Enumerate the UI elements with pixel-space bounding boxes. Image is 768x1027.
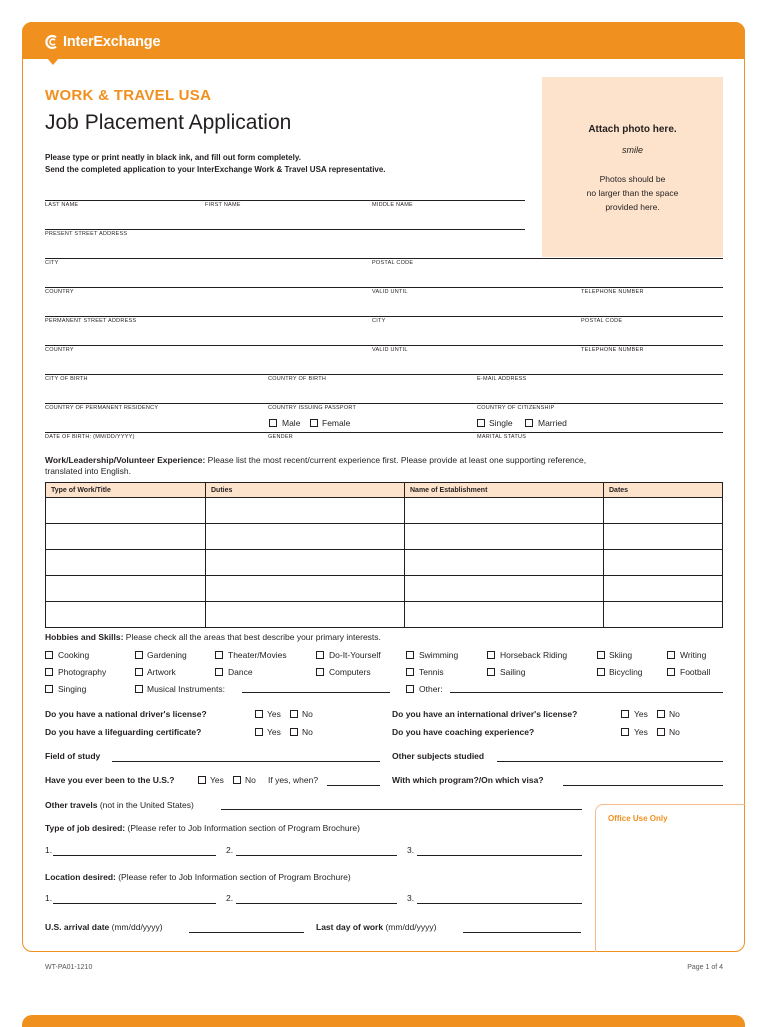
hobby-computers-label: Computers [329,667,371,677]
hobby-skiing-label: Skiing [609,650,633,660]
first-name-label: FIRST NAME [205,202,241,208]
table-cell[interactable] [46,550,206,576]
table-row [46,576,723,602]
arrival-date-input-line[interactable] [189,932,304,933]
lifeguard-question: Do you have a lifeguarding certificate? [45,727,202,737]
gender-male-label: Male [282,418,301,428]
last-day-note: (mm/dd/yyyy) [385,922,437,932]
marital-single-checkbox[interactable] [477,419,485,427]
interexchange-logo-icon [44,34,60,50]
present-street-label: PRESENT STREET ADDRESS [45,231,128,237]
hobby-other-label: Other: [419,684,443,694]
col-establishment: Name of Establishment [405,483,604,498]
been-to-us-no-checkbox[interactable] [233,776,241,784]
table-cell[interactable] [604,550,723,576]
dob-label: DATE OF BIRTH: (MM/DD/YYYY) [45,434,135,440]
photo-note [567,172,698,214]
location-note: (Please refer to Job Information section of Program Brochure) [118,872,351,882]
office-use-box [595,804,745,952]
hobby-theater-label: Theater/Movies [228,650,287,660]
hobby-cooking-checkbox[interactable] [45,651,53,659]
table-cell[interactable] [206,576,405,602]
if-yes-when-label: If yes, when? [268,775,319,785]
job-type-number-2: 2. [226,845,234,855]
hobbies-text: Please check all the areas that best describe your primary interests. [125,632,381,642]
table-cell[interactable] [604,498,723,524]
location-number-1: 1. [45,893,53,903]
marital-single-label: Single [489,418,513,428]
col-dates: Dates [604,483,723,498]
arrival-date-label: U.S. arrival date [45,922,110,932]
gender-label: GENDER [268,434,294,440]
arrival-date-question [45,922,163,932]
hobby-artwork-checkbox[interactable] [135,668,143,676]
field-of-study-label: Field of study [45,751,101,761]
instruction-line-1: Please type or print neatly in black ink, and fill out form completely. [45,153,301,162]
table-cell[interactable] [405,498,604,524]
hobby-computers-checkbox[interactable] [316,668,324,676]
photo-note-line: provided here. [605,202,660,212]
hobby-football-label: Football [680,667,711,677]
national-license-yes-label: Yes [267,709,281,719]
country-label: COUNTRY [45,289,74,295]
table-cell[interactable] [46,524,206,550]
instruments-input-line[interactable] [242,692,390,693]
table-cell[interactable] [206,498,405,524]
postal-code-label-2: POSTAL CODE [581,318,623,324]
coaching-yes-checkbox[interactable] [621,728,629,736]
job-type-label: Type of job desired: [45,823,126,833]
job-type-note: (Please refer to Job Information section of Program Brochure) [127,823,360,833]
location-input-2[interactable] [236,903,397,904]
last-day-label: Last day of work [316,922,384,932]
form-code: WT-PA01-1210 [45,964,93,971]
field-of-study-input-line[interactable] [112,761,380,762]
work-experience-table [45,482,723,628]
program-title: WORK & TRAVEL USA [45,87,212,104]
been-to-us-yes-checkbox[interactable] [198,776,206,784]
valid-until-label-2: VALID UNTIL [372,347,408,353]
photo-title: Attach photo here. [588,124,677,135]
hobby-gardening-checkbox[interactable] [135,651,143,659]
last-day-input-line[interactable] [463,932,581,933]
country-citizenship-label: COUNTRY OF CITIZENSHIP [477,405,555,411]
work-experience-text: Please list the most recent/current experience first. Please provide at least one supporting reference, [207,455,587,465]
intl-license-yes-label: Yes [634,709,648,719]
table-cell[interactable] [405,524,604,550]
work-experience-heading: Work/Leadership/Volunteer Experience: [45,455,206,465]
table-row [46,524,723,550]
hobby-other-checkbox[interactable] [406,685,414,693]
hobby-instruments-checkbox[interactable] [135,685,143,693]
national-license-no-label: No [302,709,313,719]
hobby-dance-checkbox[interactable] [215,668,223,676]
country-line-2[interactable] [45,345,723,346]
gender-female-checkbox[interactable] [310,419,318,427]
present-street-line[interactable] [45,229,525,230]
other-travels-question [45,800,194,810]
hobby-diy-checkbox[interactable] [316,651,324,659]
intl-license-yes-checkbox[interactable] [621,710,629,718]
table-cell[interactable] [405,576,604,602]
instructions [45,152,525,175]
coaching-yes-label: Yes [634,727,648,737]
been-to-us-no-label: No [245,775,256,785]
hobbies-heading: Hobbies and Skills: [45,632,124,642]
city-of-birth-label: CITY OF BIRTH [45,376,88,382]
hobbies-intro [45,632,725,643]
intl-license-no-checkbox[interactable] [657,710,665,718]
other-subjects-label: Other subjects studied [392,751,485,761]
hobby-dance-label: Dance [228,667,253,677]
country-residency-label: COUNTRY OF PERMANENT RESIDENCY [45,405,159,411]
marital-status-label: MARITAL STATUS [477,434,527,440]
form-title: Job Placement Application [45,111,292,134]
hobby-horseback-checkbox[interactable] [487,651,495,659]
birth-line[interactable] [45,374,723,375]
been-to-us-yes-label: Yes [210,775,224,785]
table-cell[interactable] [405,602,604,628]
telephone-label-2: TELEPHONE NUMBER [581,347,644,353]
hobby-diy-label: Do-It-Yourself [329,650,381,660]
col-duties: Duties [206,483,405,498]
photo-box[interactable] [542,77,723,257]
last-name-label: LAST NAME [45,202,79,208]
name-line[interactable] [45,200,525,201]
country-of-birth-label: COUNTRY OF BIRTH [268,376,327,382]
hobby-tennis-checkbox[interactable] [406,668,414,676]
job-type-input-2[interactable] [236,855,397,856]
if-yes-when-input-line[interactable] [327,785,380,786]
valid-until-label: VALID UNTIL [372,289,408,295]
national-license-yes-checkbox[interactable] [255,710,263,718]
hobby-sailing-label: Sailing [500,667,526,677]
hobby-singing-label: Singing [58,684,87,694]
table-cell[interactable] [604,524,723,550]
table-header-row [46,483,723,498]
table-cell[interactable] [604,576,723,602]
job-type-input-3[interactable] [417,855,582,856]
table-cell[interactable] [206,524,405,550]
hobby-photography-label: Photography [58,667,107,677]
hobby-skiing-checkbox[interactable] [597,651,605,659]
next-page-header-bar [22,1015,745,1027]
hobby-cooking-label: Cooking [58,650,90,660]
hobby-theater-checkbox[interactable] [215,651,223,659]
other-travels-note: (not in the United States) [99,800,194,810]
hobby-sailing-checkbox[interactable] [487,668,495,676]
dob-line[interactable] [45,432,723,433]
brand-name: InterExchange [63,34,161,50]
program-visa-input-line[interactable] [563,785,723,786]
gender-female-label: Female [322,418,351,428]
telephone-label: TELEPHONE NUMBER [581,289,644,295]
national-license-question: Do you have a national driver's license? [45,709,207,719]
hobby-swimming-label: Swimming [419,650,459,660]
hobby-swimming-checkbox[interactable] [406,651,414,659]
permanent-street-label: PERMANENT STREET ADDRESS [45,318,137,324]
table-row [46,550,723,576]
coaching-no-checkbox[interactable] [657,728,665,736]
residency-line[interactable] [45,403,723,404]
hobby-writing-checkbox[interactable] [667,651,675,659]
permanent-street-line[interactable] [45,316,723,317]
city-label-2: CITY [372,318,386,324]
table-cell[interactable] [46,576,206,602]
national-license-no-checkbox[interactable] [290,710,298,718]
photo-hint: smile [621,145,643,155]
location-label: Location desired: [45,872,116,882]
hobby-football-checkbox[interactable] [667,668,675,676]
hobby-artwork-label: Artwork [147,667,176,677]
intl-license-question: Do you have an international driver's license? [392,709,578,719]
hobby-bicycling-checkbox[interactable] [597,668,605,676]
job-type-input-1[interactable] [53,855,216,856]
coaching-no-label: No [669,727,680,737]
city-label: CITY [45,260,59,266]
hobby-horseback-label: Horseback Riding [500,650,568,660]
marital-married-checkbox[interactable] [525,419,533,427]
work-experience-intro [45,455,725,477]
col-type-of-work: Type of Work/Title [46,483,206,498]
hobby-writing-label: Writing [680,650,707,660]
marital-married-label: Married [538,418,567,428]
lifeguard-yes-label: Yes [267,727,281,737]
table-cell[interactable] [46,602,206,628]
location-input-1[interactable] [53,903,216,904]
table-row [46,498,723,524]
coaching-question: Do you have coaching experience? [392,727,535,737]
hobby-photography-checkbox[interactable] [45,668,53,676]
job-type-number-3: 3. [407,845,415,855]
hobby-gardening-label: Gardening [147,650,187,660]
table-cell[interactable] [604,602,723,628]
hobby-tennis-label: Tennis [419,667,444,677]
table-cell[interactable] [405,550,604,576]
gender-male-checkbox[interactable] [269,419,277,427]
table-row [46,602,723,628]
table-cell[interactable] [206,602,405,628]
hobby-singing-checkbox[interactable] [45,685,53,693]
photo-note-line: Photos should be [599,174,666,184]
arrival-date-note: (mm/dd/yyyy) [111,922,163,932]
email-label: E-MAIL ADDRESS [477,376,527,382]
country-label-2: COUNTRY [45,347,74,353]
postal-code-label: POSTAL CODE [372,260,414,266]
hobby-bicycling-label: Bicycling [609,667,643,677]
middle-name-label: MIDDLE NAME [372,202,413,208]
brand-logo [44,32,160,52]
country-passport-label: COUNTRY ISSUING PASSPORT [268,405,357,411]
lifeguard-no-label: No [302,727,313,737]
lifeguard-yes-checkbox[interactable] [255,728,263,736]
city-line-1[interactable] [45,258,723,259]
other-travels-input-line[interactable] [221,809,582,810]
table-cell[interactable] [206,550,405,576]
been-to-us-question: Have you ever been to the U.S.? [45,775,175,785]
page-number: Page 1 of 4 [687,964,723,971]
work-experience-text-2: translated into English. [45,466,131,476]
location-number-2: 2. [226,893,234,903]
table-cell[interactable] [46,498,206,524]
other-input-line[interactable] [450,692,723,693]
country-line-1[interactable] [45,287,723,288]
office-use-label: Office Use Only [608,814,668,823]
location-number-3: 3. [407,893,415,903]
job-type-question [45,823,360,833]
lifeguard-no-checkbox[interactable] [290,728,298,736]
photo-note-line: no larger than the space [586,188,679,198]
instruction-line-2: Send the completed application to your InterExchange Work & Travel USA representative. [45,164,386,174]
other-travels-label: Other travels [45,800,98,810]
last-day-question [316,922,436,932]
location-question [45,872,351,882]
intl-license-no-label: No [669,709,680,719]
other-subjects-input-line[interactable] [497,761,723,762]
hobby-instruments-label: Musical Instruments: [147,684,225,694]
job-type-number-1: 1. [45,845,53,855]
program-visa-question: With which program?/On which visa? [392,775,544,785]
location-input-3[interactable] [417,903,582,904]
